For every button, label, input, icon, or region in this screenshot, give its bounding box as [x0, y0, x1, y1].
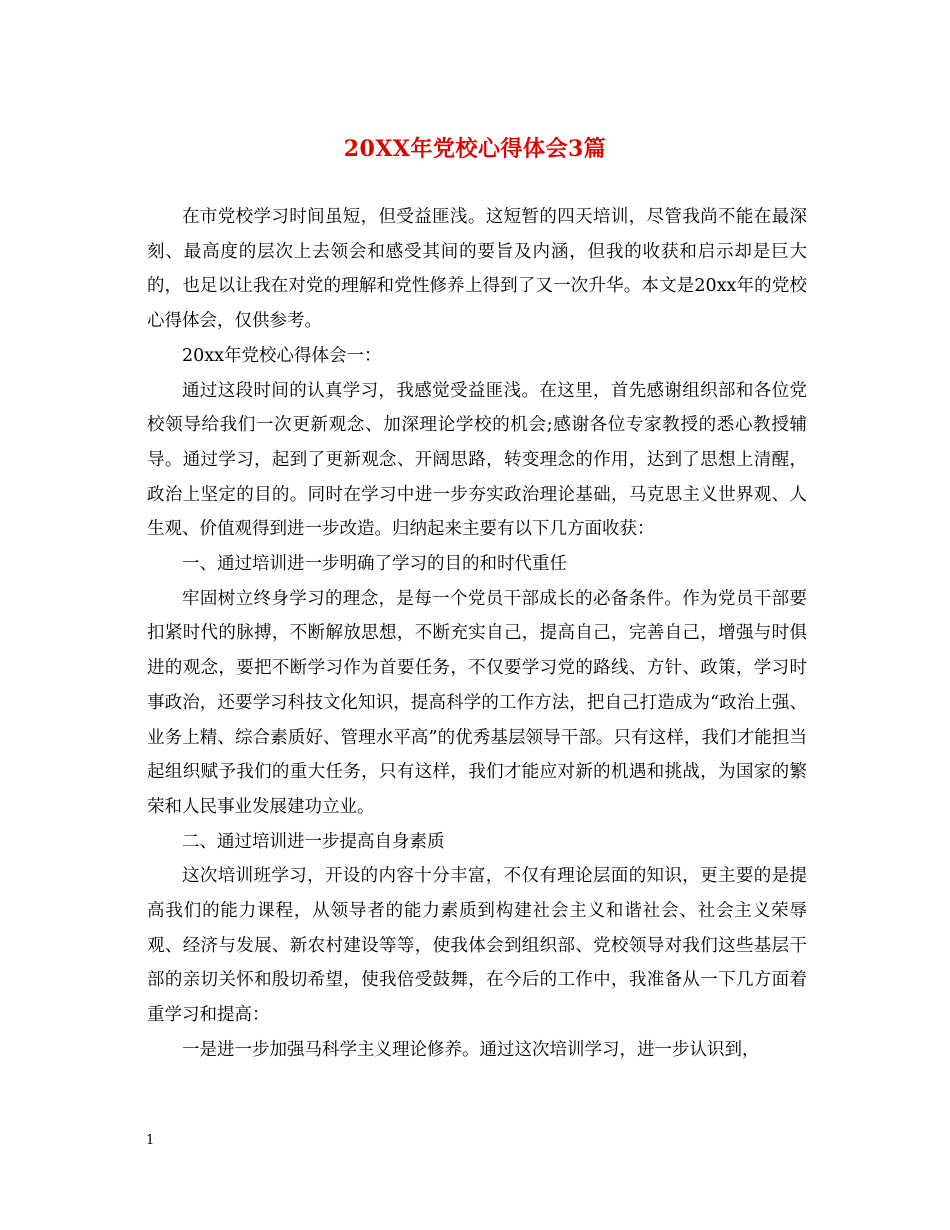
paragraph-intro: 在市党校学习时间虽短，但受益匪浅。这短暂的四天培训，尽管我尚不能在最深刻、最高度的层次上去领会和感受其间的要旨及内涵，但我的收获和启示却是巨大的，也足以让我在对党的理解和党性修养上得到了又一次升华。本文是20xx年的党校心得体会，仅供参考。	[147, 207, 807, 332]
document-title: 20XX年党校心得体会3篇	[343, 136, 607, 162]
paragraph-section-heading: 20xx年党校心得体会一：	[182, 345, 382, 366]
paragraph-subheading: 一、通过培训进一步明确了学习的目的和时代重任	[182, 554, 567, 575]
paragraph: 牢固树立终身学习的理念，是每一个党员干部成长的必备条件。作为党员干部要扣紧时代的脉搏，不断解放思想，不断充实自己，提高自己，完善自己，增强与时俱进的观念，要把不断学习作为首要任务，不仅要学习党的路线、方针、政策，学习时事政治，还要学习科技文化知识，提高科学的工作方法，把自己打造成为“政治上强、业务上精、综合素质好、管理水平高”的优秀基层领导干部。只有这样，我们才能担当起组织赋予我们的重大任务，只有这样，我们才能应对新的机遇和挑战，为国家的繁荣和人民事业发展建功立业。	[147, 588, 807, 817]
paragraph: 一是进一步加强马科学主义理论修养。通过这次培训学习，进一步认识到，	[182, 1039, 760, 1060]
paragraph-subheading: 二、通过培训进一步提高自身素质	[182, 831, 445, 852]
document-body	[147, 200, 807, 1068]
paragraph: 通过这段时间的认真学习，我感觉受益匪浅。在这里，首先感谢组织部和各位党校领导给我们一次更新观念、加深理论学校的机会;感谢各位专家教授的悉心教授辅导。通过学习，起到了更新观念、开阔思路，转变理念的作用，达到了思想上清醒，政治上坚定的目的。同时在学习中进一步夯实政治理论基础，马克思主义世界观、人生观、价值观得到进一步改造。归纳起来主要有以下几方面收获：	[147, 380, 807, 540]
page-number: 1	[146, 1133, 155, 1148]
paragraph: 这次培训班学习，开设的内容十分丰富，不仅有理论层面的知识，更主要的是提高我们的能力课程，从领导者的能力素质到构建社会主义和谐社会、社会主义荣辱观、经济与发展、新农村建设等等，使我体会到组织部、党校领导对我们这些基层干部的亲切关怀和殷切希望，使我倍受鼓舞，在今后的工作中，我准备从一下几方面着重学习和提高：	[147, 866, 807, 1026]
